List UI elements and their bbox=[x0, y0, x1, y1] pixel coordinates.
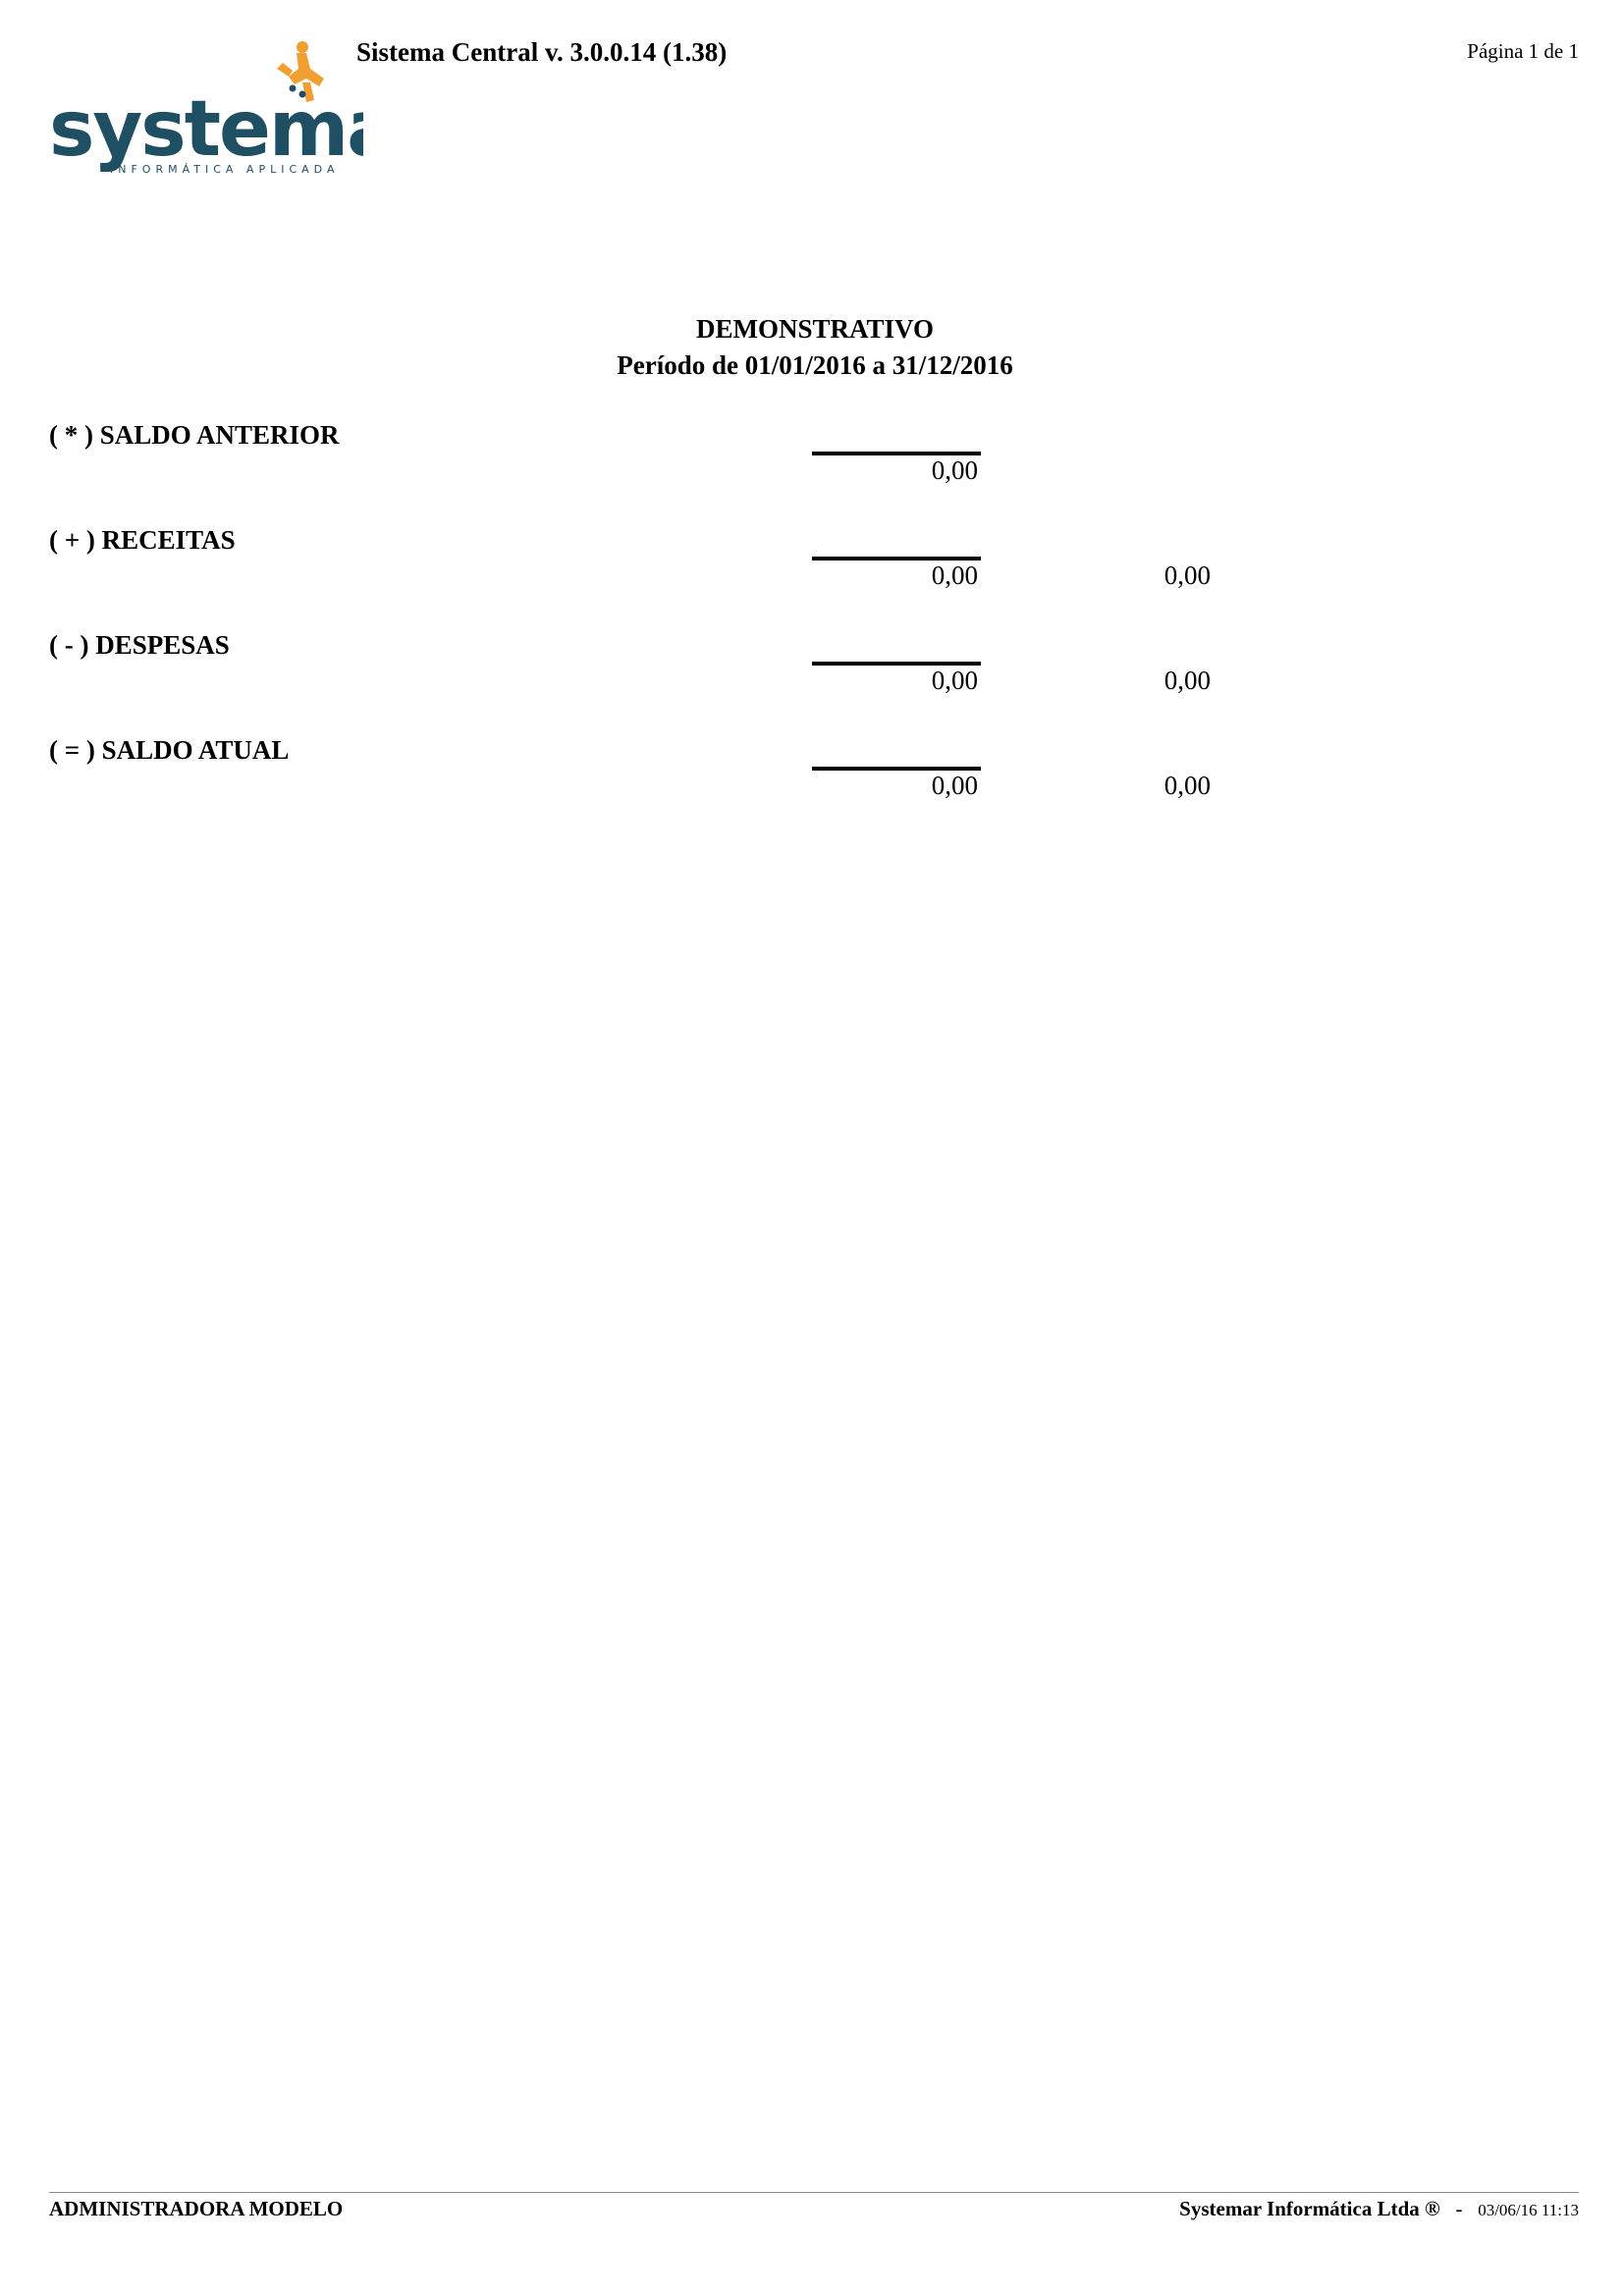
value-despesas: 0,00 bbox=[931, 666, 978, 695]
report-period: Período de 01/01/2016 a 31/12/2016 bbox=[617, 350, 1013, 380]
footer-credits bbox=[1179, 2197, 1579, 2221]
value-receitas-total: 0,00 bbox=[1163, 561, 1211, 590]
report-title: DEMONSTRATIVO bbox=[696, 314, 934, 344]
value-saldo-atual: 0,00 bbox=[931, 771, 978, 800]
footer-organization: ADMINISTRADORA MODELO bbox=[49, 2197, 344, 2220]
section-label-saldo-anterior: ( * ) SALDO ANTERIOR bbox=[49, 420, 340, 450]
logo-tagline: INFORMÁTICA APLICADA bbox=[110, 163, 340, 176]
value-receitas: 0,00 bbox=[931, 561, 978, 590]
value-despesas-total: 0,00 bbox=[1163, 666, 1211, 695]
page-number: Página 1 de 1 bbox=[1467, 39, 1579, 63]
footer-separator: - bbox=[1444, 2197, 1473, 2220]
logo-wordmark: system bbox=[49, 85, 348, 174]
footer-company: Systemar Informática Ltda ® bbox=[1179, 2197, 1440, 2220]
section-label-despesas: ( - ) DESPESAS bbox=[49, 630, 230, 660]
footer-timestamp: 03/06/16 11:13 bbox=[1478, 2201, 1579, 2219]
app-title: Sistema Central v. 3.0.0.14 (1.38) bbox=[356, 37, 728, 67]
section-label-receitas: ( + ) RECEITAS bbox=[49, 525, 236, 555]
footer-divider bbox=[49, 2192, 1579, 2193]
value-saldo-atual-total: 0,00 bbox=[1163, 771, 1211, 800]
systemar-logo bbox=[49, 39, 363, 187]
logo-graphic bbox=[49, 39, 363, 187]
section-label-saldo-atual: ( = ) SALDO ATUAL bbox=[49, 735, 290, 765]
value-saldo-anterior: 0,00 bbox=[931, 455, 978, 485]
